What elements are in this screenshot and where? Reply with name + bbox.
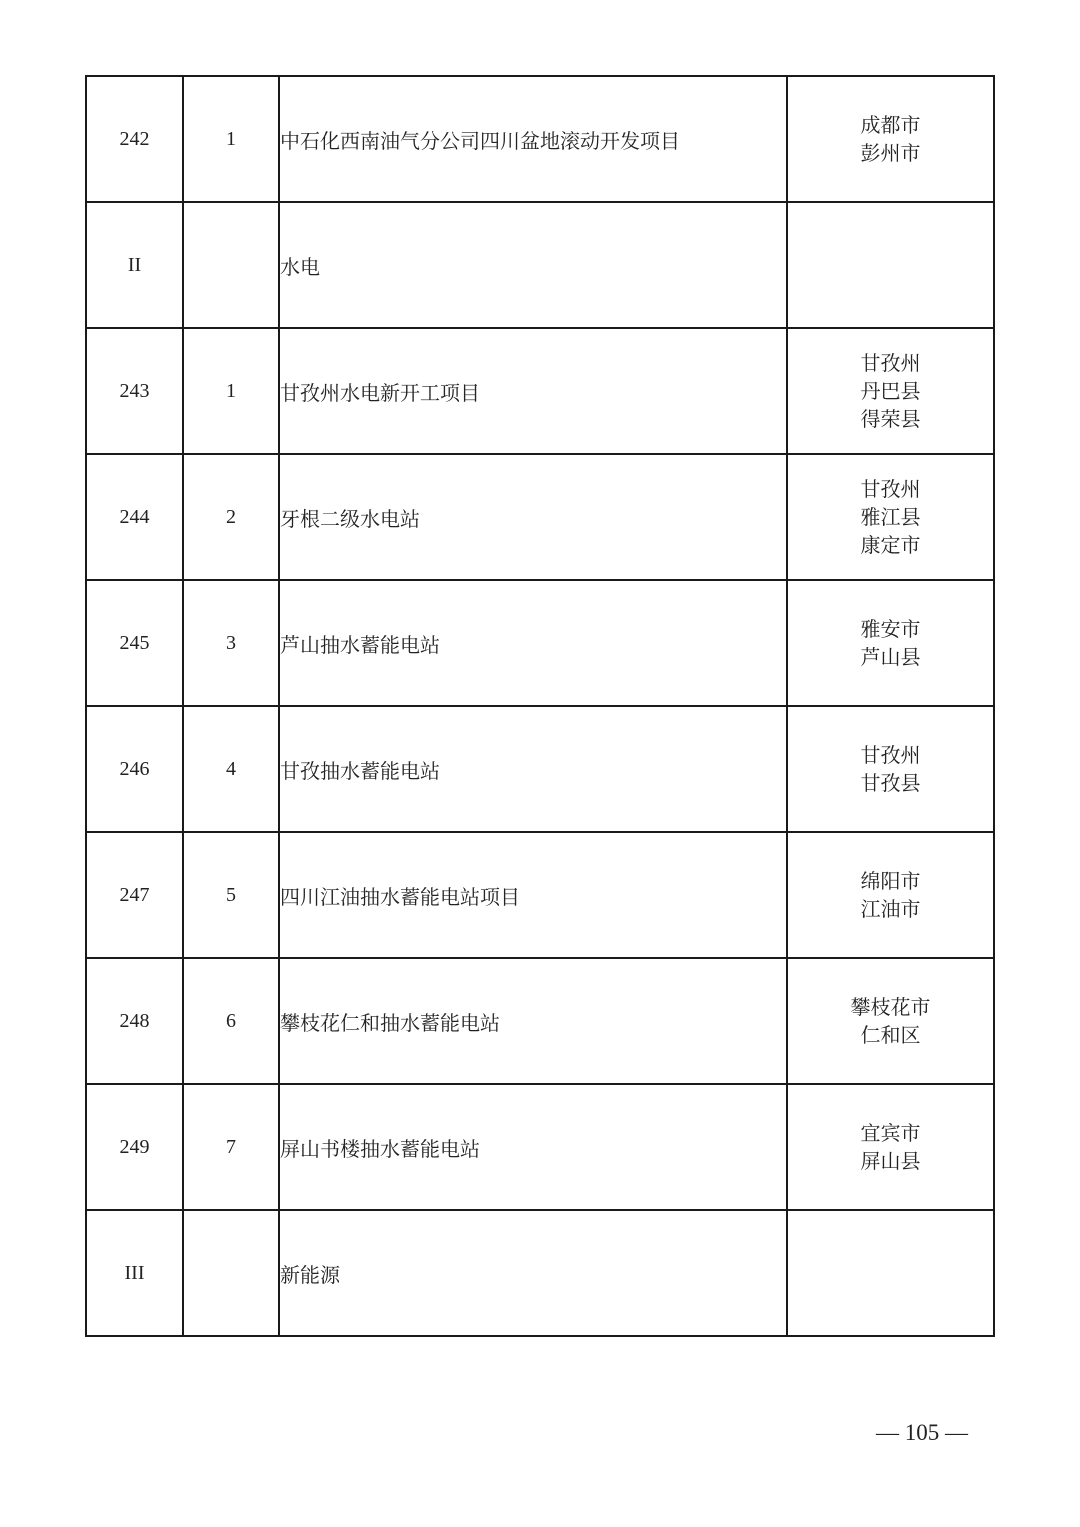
serial-number: 248 <box>86 958 183 1084</box>
table-row <box>86 832 994 958</box>
project-name: 屏山书楼抽水蓄能电站 <box>279 1084 787 1210</box>
location-line: 攀枝花市 <box>850 995 931 1019</box>
project-location <box>787 1210 994 1336</box>
project-location <box>787 202 994 328</box>
sub-number: 1 <box>183 76 279 202</box>
project-name: 牙根二级水电站 <box>279 454 787 580</box>
location-line: 雅安市 <box>860 617 921 641</box>
table-row <box>86 580 994 706</box>
location-line: 丹巴县 <box>860 379 921 403</box>
project-location <box>787 706 994 832</box>
table-row <box>86 706 994 832</box>
sub-number: 2 <box>183 454 279 580</box>
location-line: 绵阳市 <box>860 869 921 893</box>
table-row <box>86 202 994 328</box>
project-name: 四川江油抽水蓄能电站项目 <box>279 832 787 958</box>
serial-number: 247 <box>86 832 183 958</box>
category-name: 水电 <box>279 202 787 328</box>
category-name: 新能源 <box>279 1210 787 1336</box>
project-location <box>787 1084 994 1210</box>
sub-number: 4 <box>183 706 279 832</box>
location-line: 成都市 <box>860 113 921 137</box>
location-line: 宜宾市 <box>860 1121 921 1145</box>
location-line: 雅江县 <box>860 505 921 529</box>
project-location <box>787 832 994 958</box>
location-line: 甘孜州 <box>860 351 921 375</box>
project-name: 中石化西南油气分公司四川盆地滚动开发项目 <box>279 76 787 202</box>
table-row <box>86 1084 994 1210</box>
sub-number <box>183 1210 279 1336</box>
location-line: 得荣县 <box>860 407 921 431</box>
table-row <box>86 454 994 580</box>
project-location <box>787 454 994 580</box>
location-line: 甘孜州 <box>860 477 921 501</box>
table-row <box>86 328 994 454</box>
sub-number: 6 <box>183 958 279 1084</box>
serial-number: 243 <box>86 328 183 454</box>
location-line: 仁和区 <box>860 1023 921 1047</box>
project-name: 芦山抽水蓄能电站 <box>279 580 787 706</box>
sub-number: 7 <box>183 1084 279 1210</box>
category-number: II <box>86 202 183 328</box>
table-row <box>86 1210 994 1336</box>
location-line: 甘孜县 <box>860 771 921 795</box>
project-name: 甘孜抽水蓄能电站 <box>279 706 787 832</box>
serial-number: 245 <box>86 580 183 706</box>
sub-number: 3 <box>183 580 279 706</box>
project-location <box>787 580 994 706</box>
location-line: 江油市 <box>860 897 921 921</box>
category-number: III <box>86 1210 183 1336</box>
sub-number: 5 <box>183 832 279 958</box>
project-table <box>85 75 995 1337</box>
project-name: 攀枝花仁和抽水蓄能电站 <box>279 958 787 1084</box>
location-line: 彭州市 <box>860 141 921 165</box>
project-location <box>787 958 994 1084</box>
sub-number <box>183 202 279 328</box>
location-line: 屏山县 <box>860 1149 921 1173</box>
serial-number: 244 <box>86 454 183 580</box>
table-row <box>86 958 994 1084</box>
location-line: 康定市 <box>860 533 921 557</box>
location-line: 芦山县 <box>860 645 921 669</box>
project-location <box>787 328 994 454</box>
location-line: 甘孜州 <box>860 743 921 767</box>
project-name: 甘孜州水电新开工项目 <box>279 328 787 454</box>
page-number: — 105 — <box>876 1420 968 1445</box>
sub-number: 1 <box>183 328 279 454</box>
serial-number: 249 <box>86 1084 183 1210</box>
serial-number: 242 <box>86 76 183 202</box>
serial-number: 246 <box>86 706 183 832</box>
project-location <box>787 76 994 202</box>
table-row <box>86 76 994 202</box>
